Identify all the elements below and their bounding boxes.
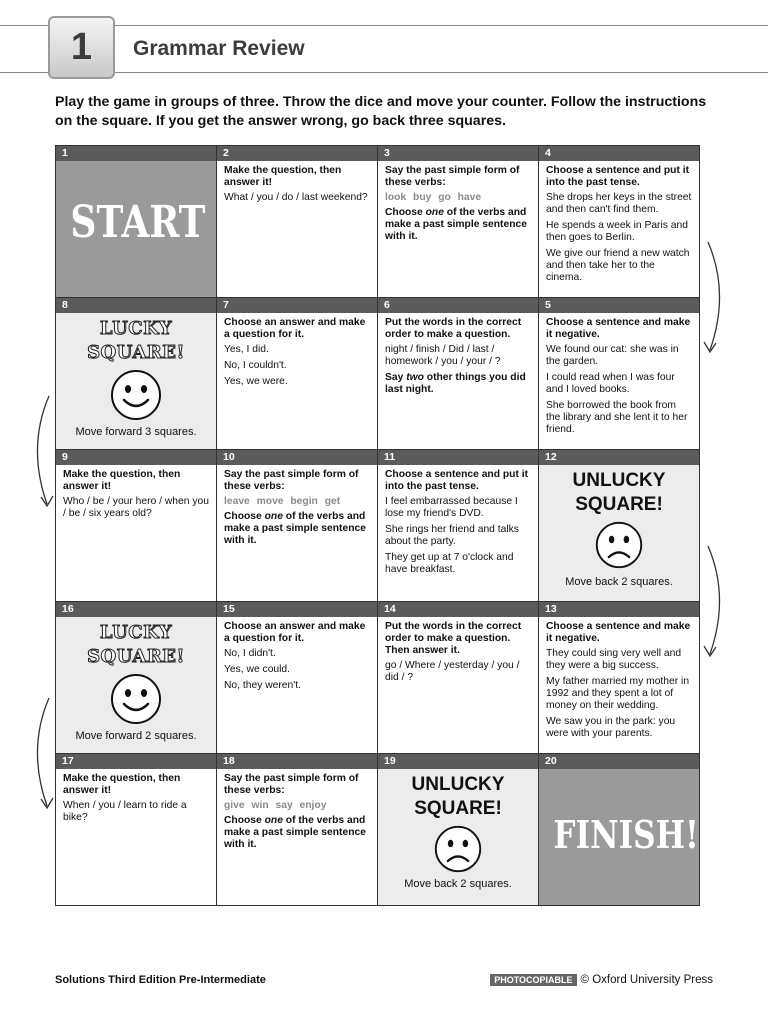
- square-number: 7: [217, 298, 377, 313]
- square-number: 20: [539, 754, 699, 769]
- square-line: Who / be / your hero / when you / be / six years old?: [63, 496, 209, 519]
- square-number: 19: [378, 754, 538, 769]
- square-19: [378, 754, 539, 906]
- square-3: [378, 146, 539, 298]
- square-instruction: Choose a sentence and make it negative.: [546, 317, 691, 340]
- square-instruction: Choose a sentence and put it into the past tense.: [546, 165, 690, 188]
- square-line: No, they weren't.: [224, 680, 301, 691]
- square-line: Yes, we could.: [224, 664, 291, 675]
- square-number: 3: [378, 146, 538, 161]
- square-line: We saw you in the park: you were with your parents.: [546, 716, 676, 739]
- sad-face-icon: [594, 520, 644, 570]
- square-instruction: Say the past simple form of these verbs:: [224, 773, 359, 796]
- unlucky-square-title: UNLUCKY SQUARE!: [411, 774, 505, 819]
- square-instruction: Make the question, then answer it!: [63, 469, 181, 492]
- verb-list: look buy go have: [385, 192, 482, 203]
- square-line: go / Where / yesterday / you / did / ?: [385, 660, 520, 683]
- square-instruction-2: Say two other things you did last night.: [385, 372, 526, 395]
- square-number: 18: [217, 754, 377, 769]
- square-12: [539, 450, 700, 602]
- square-13: [539, 602, 700, 754]
- square-2: [217, 146, 378, 298]
- square-number: 4: [539, 146, 699, 161]
- game-instructions: Play the game in groups of three. Throw the dice and move your counter. Follow the instructions on the square. If you get the answer wrong, go back three squares.: [55, 94, 707, 129]
- square-instruction: Choose an answer and make a question for it.: [224, 621, 366, 644]
- verb-list: leave move begin get: [224, 496, 341, 507]
- square-number: 9: [56, 450, 216, 465]
- square-number: 13: [539, 602, 699, 617]
- square-5: [539, 298, 700, 450]
- curved-arrow-icon: [700, 542, 730, 662]
- verb-list: give win say enjoy: [224, 800, 327, 811]
- square-line: She rings her friend and talks about the party.: [385, 524, 519, 547]
- square-line: No, I couldn't.: [224, 360, 287, 371]
- page-title: Grammar Review: [133, 37, 305, 60]
- square-number: 10: [217, 450, 377, 465]
- square-line: Yes, we were.: [224, 376, 288, 387]
- square-line: night / finish / Did / last / homework / you / your / ?: [385, 344, 501, 367]
- square-11: [378, 450, 539, 602]
- square-18: [217, 754, 378, 906]
- square-number: 16: [56, 602, 216, 617]
- square-number: 2: [217, 146, 377, 161]
- footer-book-title: Solutions Third Edition Pre-Intermediate: [55, 974, 266, 986]
- finish-label: FINISH!: [553, 812, 699, 857]
- square-instruction-2: Choose one of the verbs and make a past simple sentence with it.: [385, 207, 527, 242]
- square-line: When / you / learn to ride a bike?: [63, 800, 187, 823]
- square-instruction: Make the question, then answer it!: [63, 773, 181, 796]
- square-line: No, I didn't.: [224, 648, 276, 659]
- square-line: What / you / do / last weekend?: [224, 192, 368, 203]
- square-16: [56, 602, 217, 754]
- square-line: He spends a week in Paris and then goes to Berlin.: [546, 220, 688, 243]
- square-7: [217, 298, 378, 450]
- square-line: We found our cat: she was in the garden.: [546, 344, 679, 367]
- square-line: She borrowed the book from the library and she lent it to her friend.: [546, 400, 688, 435]
- publisher: © Oxford University Press: [580, 974, 713, 986]
- square-line: I feel embarrassed because I lose my friend's DVD.: [385, 496, 518, 519]
- curved-arrow-icon: [700, 238, 730, 358]
- header-rule-bottom: [0, 72, 768, 73]
- square-line: We give our friend a new watch and then take her to the cinema.: [546, 248, 690, 283]
- square-caption: Move forward 3 squares.: [75, 426, 197, 438]
- square-10: [217, 450, 378, 602]
- square-line: I could read when I was four and I loved books.: [546, 372, 675, 395]
- curved-arrow-icon: [27, 392, 57, 512]
- square-number: 17: [56, 754, 216, 769]
- square-8: [56, 298, 217, 450]
- curved-arrow-icon: [27, 694, 57, 814]
- square-number: 5: [539, 298, 699, 313]
- photocopiable-badge: PHOTOCOPIABLE: [490, 974, 576, 986]
- square-instruction-2: Choose one of the verbs and make a past simple sentence with it.: [224, 511, 366, 546]
- square-instruction: Put the words in the correct order to make a question.: [385, 317, 522, 340]
- square-1: [56, 146, 217, 298]
- square-17: [56, 754, 217, 906]
- square-line: Yes, I did.: [224, 344, 269, 355]
- square-caption: Move back 2 squares.: [404, 878, 512, 890]
- square-15: [217, 602, 378, 754]
- square-line: They get up at 7 o'clock and have breakfast.: [385, 552, 514, 575]
- square-instruction: Choose a sentence and make it negative.: [546, 621, 691, 644]
- square-number: 12: [539, 450, 699, 465]
- square-number: 14: [378, 602, 538, 617]
- square-instruction: Put the words in the correct order to make a question. Then answer it.: [385, 621, 522, 656]
- square-number: 15: [217, 602, 377, 617]
- square-line: My father married my mother in 1992 and they spent a lot of money on their wedding.: [546, 676, 690, 711]
- square-caption: Move forward 2 squares.: [75, 730, 197, 742]
- square-4: [539, 146, 700, 298]
- unit-number-badge: 1: [48, 16, 115, 79]
- game-board: [55, 145, 700, 906]
- square-number: 6: [378, 298, 538, 313]
- lucky-square-title: LUCKY SQUARE!: [87, 622, 185, 667]
- square-number: 8: [56, 298, 216, 313]
- smiley-face-icon: [109, 368, 163, 422]
- square-9: [56, 450, 217, 602]
- lucky-square-title: LUCKY SQUARE!: [87, 318, 185, 363]
- square-caption: Move back 2 squares.: [565, 576, 673, 588]
- square-instruction: Choose an answer and make a question for it.: [224, 317, 366, 340]
- square-number: 1: [56, 146, 216, 161]
- square-20: [539, 754, 700, 906]
- square-instruction-2: Choose one of the verbs and make a past simple sentence with it.: [224, 815, 366, 850]
- sad-face-icon: [433, 824, 483, 874]
- square-instruction: Make the question, then answer it!: [224, 165, 342, 188]
- footer-copyright: [490, 974, 713, 986]
- square-number: 11: [378, 450, 538, 465]
- square-instruction: Say the past simple form of these verbs:: [224, 469, 359, 492]
- start-label: START: [70, 197, 206, 248]
- smiley-face-icon: [109, 672, 163, 726]
- square-14: [378, 602, 539, 754]
- square-instruction: Say the past simple form of these verbs:: [385, 165, 520, 188]
- header-rule-top: [0, 25, 768, 26]
- unlucky-square-title: UNLUCKY SQUARE!: [572, 470, 666, 515]
- square-6: [378, 298, 539, 450]
- square-instruction: Choose a sentence and put it into the past tense.: [385, 469, 529, 492]
- square-line: She drops her keys in the street and then can't find them.: [546, 192, 692, 215]
- square-line: They could sing very well and they were a big success.: [546, 648, 682, 671]
